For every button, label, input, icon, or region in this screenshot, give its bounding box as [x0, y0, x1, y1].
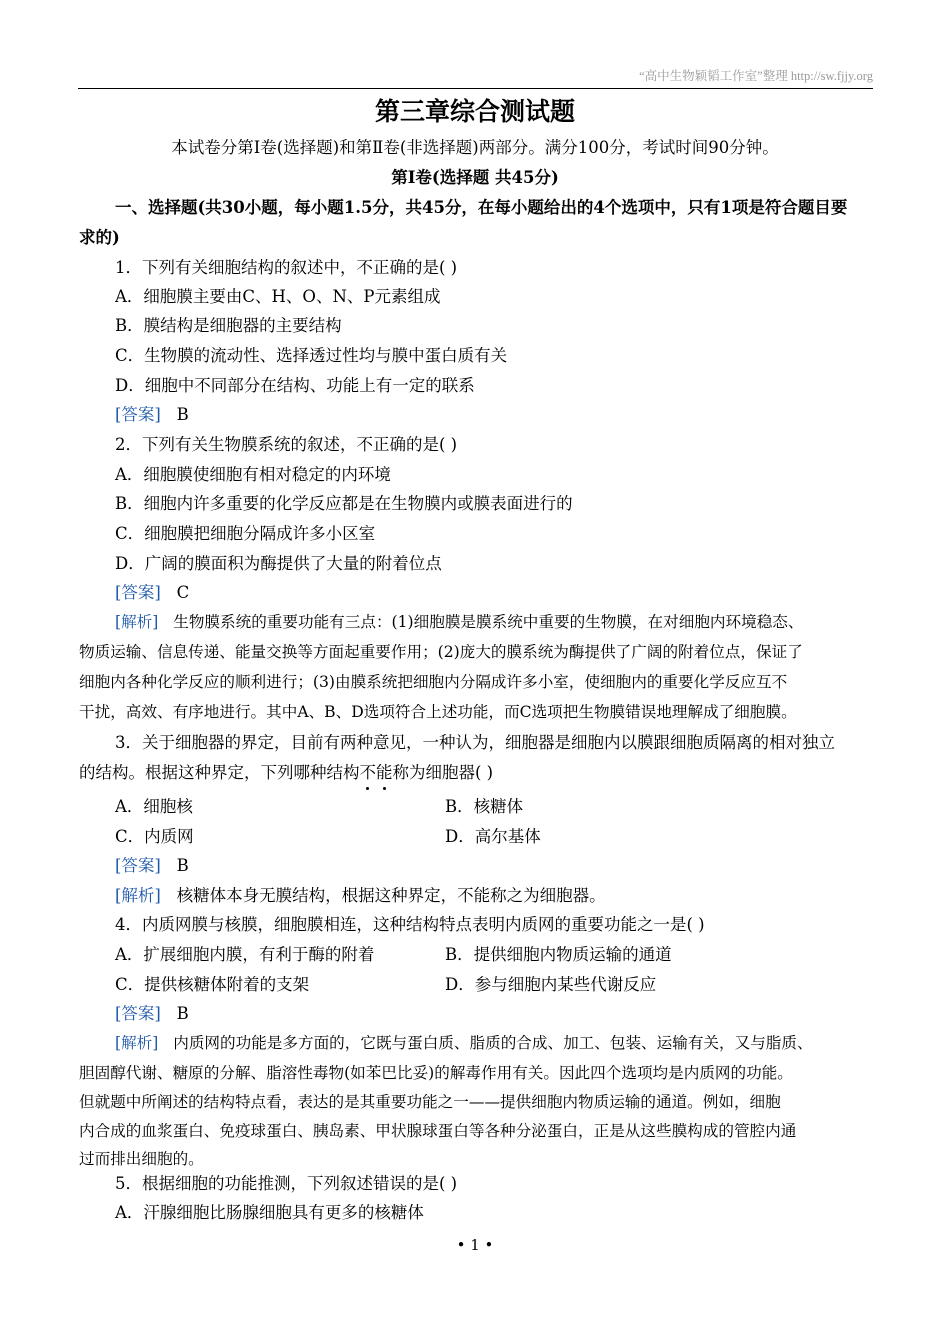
q2-option-a: A．细胞膜使细胞有相对稳定的内环境 [115, 465, 391, 484]
emphasis-char: 能 [376, 763, 393, 782]
part1-title: 第Ⅰ卷(选择题 共45分) [391, 168, 559, 187]
q3-option-d: D．高尔基体 [445, 827, 541, 846]
q4-option-d: D．参与细胞内某些代谢反应 [445, 975, 657, 994]
section1-heading-cont: 求的) [79, 228, 120, 247]
q3-option-c: C．内质网 [115, 827, 194, 846]
q3-option-b: B．核糖体 [445, 797, 524, 816]
q4-option-c: C．提供核糖体附着的支架 [115, 975, 310, 994]
q2-analysis-line3: 细胞内各种化学反应的顺利进行；(3)由膜系统把细胞内分隔成许多小室，使细胞内的重要化学反应互不 [79, 673, 788, 691]
q1-stem: 1．下列有关细胞结构的叙述中，不正确的是( ) [115, 258, 458, 277]
section1-heading: 一、选择题(共30小题，每小题1.5分，共45分，在每小题给出的4个选项中，只有1项是符合题目要 [115, 198, 848, 217]
q3-option-a: A．细胞核 [115, 797, 193, 816]
q1-option-b: B．膜结构是细胞器的主要结构 [115, 316, 342, 335]
q4-answer [115, 1006, 189, 1023]
answer-label: [答案] [115, 405, 161, 424]
q4-option-a: A．扩展细胞内膜，有利于酶的附着 [115, 945, 375, 964]
answer-label: [答案] [115, 1004, 161, 1023]
q4-analysis-line5: 过而排出细胞的。 [79, 1150, 204, 1168]
q5-stem: 5．根据细胞的功能推测，下列叙述错误的是( ) [115, 1174, 458, 1193]
q4-analysis-line1: [解析] 内质网的功能是多方面的，它既与蛋白质、脂质的合成、加工、包装、运输有关，又与脂质、 [115, 1034, 813, 1052]
q4-option-b: B．提供细胞内物质运输的通道 [445, 945, 672, 964]
q2-analysis-line1: [解析] 生物膜系统的重要功能有三点：(1)细胞膜是膜系统中重要的生物膜，在对细胞内环境稳态、 [115, 613, 804, 631]
q4-analysis-line3: 但就题中所阐述的结构特点看，表达的是其重要功能之一——提供细胞内物质运输的通道。例如，细胞 [79, 1093, 781, 1111]
q2-analysis-line4: 干扰，高效、有序地进行。其中A、B、D选项符合上述功能，而C选项把生物膜错误地理解成了细胞膜。 [79, 703, 797, 721]
page-title: 第三章综合测试题 [374, 97, 575, 126]
q2-answer-value: C [176, 583, 190, 602]
q2-analysis-line2: 物质运输、信息传递、能量交换等方面起重要作用；(2)庞大的膜系统为酶提供了广阔的附着位点，保证了 [79, 643, 803, 661]
q1-option-d: D．细胞中不同部分在结构、功能上有一定的联系 [115, 376, 475, 395]
q2-option-c: C．细胞膜把细胞分隔成许多小区室 [115, 524, 376, 543]
page-number: • 1 • [456, 1236, 494, 1254]
page-header [78, 66, 873, 89]
intro-text: 本试卷分第Ⅰ卷(选择题)和第Ⅱ卷(非选择题)两部分。满分100分，考试时间90分钟。 [171, 138, 779, 157]
q3-answer-value: B [176, 856, 189, 875]
q1-answer-value: B [176, 405, 189, 424]
emphasis-char: 不 [359, 763, 376, 782]
q3-analysis: [解析] 核糖体本身无膜结构，根据这种界定，不能称之为细胞器。 [115, 886, 606, 905]
q4-analysis-line4: 内合成的血浆蛋白、免疫球蛋白、胰岛素、甲状腺球蛋白等各种分泌蛋白，正是从这些膜构成的管腔内通 [79, 1122, 797, 1140]
q2-option-d: D．广阔的膜面积为酶提供了大量的附着位点 [115, 554, 442, 573]
q3-stem-line2: 的结构。根据这种界定，下列哪种结构不能称为细胞器( ) [79, 763, 494, 782]
q2-stem: 2．下列有关生物膜系统的叙述，不正确的是( ) [115, 435, 458, 454]
q2-answer [115, 585, 189, 602]
answer-label: [答案] [115, 856, 161, 875]
q1-answer [115, 407, 189, 424]
q4-answer-value: B [176, 1004, 189, 1023]
analysis-label: [解析] [115, 886, 161, 905]
q5-option-a: A．汗腺细胞比肠腺细胞具有更多的核糖体 [115, 1203, 424, 1222]
q4-analysis-line2: 胆固醇代谢、糖原的分解、脂溶性毒物(如苯巴比妥)的解毒作用有关。因此四个选项均是内质网的功能。 [79, 1064, 793, 1082]
analysis-label: [解析] [115, 1034, 159, 1052]
q3-stem-line1: 3．关于细胞器的界定，目前有两种意见，一种认为，细胞器是细胞内以膜跟细胞质隔离的相对独立 [115, 733, 835, 752]
analysis-label: [解析] [115, 613, 159, 631]
q1-option-a: A．细胞膜主要由C、H、O、N、P元素组成 [115, 287, 441, 306]
q3-answer [115, 858, 189, 875]
answer-label: [答案] [115, 583, 161, 602]
q2-option-b: B．细胞内许多重要的化学反应都是在生物膜内或膜表面进行的 [115, 494, 573, 513]
q4-stem: 4．内质网膜与核膜，细胞膜相连，这种结构特点表明内质网的重要功能之一是( ) [115, 915, 705, 934]
header-text: “高中生物颖韬工作室”整理 http://sw.fjjy.org [639, 69, 873, 83]
q1-option-c: C．生物膜的流动性、选择透过性均与膜中蛋白质有关 [115, 346, 508, 365]
